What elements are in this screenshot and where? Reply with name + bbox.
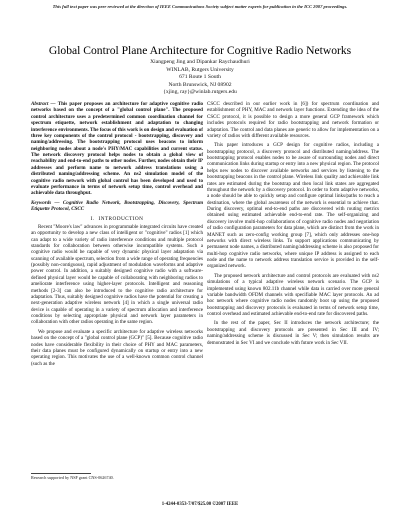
author-block (0, 59, 400, 97)
footnote-divider (31, 473, 91, 474)
right-paragraph-1: CSCC described in our earlier work in [6]) for spectrum coordination and establishment of PHY, MAC and network layer functions. Extending the idea of the CSCC protocol, it is possible to design a more general GCP framework which includes protocols required for radio bootstrapping and network formation or adaptation. The control and data planes are generic to allow for implementation on a variety of radios with different available resources. (207, 101, 379, 139)
section-title: INTRODUCTION (98, 216, 144, 223)
right-paragraph-3: The proposed network architecture and control protocols are evaluated with ns2 simulations of a typical adaptive wireless network scenario. The GCP is implemented using known 802.11b channel while data is carried over more general variable bandwidth OFDM channels with specifiable MAC layer protocols. An ad hoc network where cognitive radio nodes randomly boot up using the proposed bootstrapping and discovery protocols is evaluated in terms of network setup time, control overhead and estimated achievable end-to-end rate for discovered paths. (207, 272, 379, 317)
section-numeral: I. (90, 216, 95, 223)
copyright-footer: 1-4244-0353-7/07/$25.00 ©2007 IEEE (161, 502, 239, 507)
author-email: {xjing, ray}@winlab.rutgers.edu (163, 89, 237, 96)
keywords: Keywords — Cognitive Radio Network, Bootstrapping, Discovery, Spectrum Etiquette Protocol, CSCC (31, 199, 203, 212)
footnote: Research supported by NSF grant CNS-0626740. (31, 475, 114, 480)
section-heading-introduction (31, 216, 203, 222)
intro-paragraph-1: Recent "Moore's law" advances in programmable integrated circuits have created an opportunity to develop a new class of intelligent or "cognitive" radios [1] which can adapt to a wide variety of radio interference conditions and multiple protocol standards for collaboration between otherwise incompatible systems. Such a cognitive radio would be capable of very dynamic physical layer adaptation via scanning of available spectrum, selection from a wide range of operating frequencies (possibly non-contiguous), rapid adjustment of modulation waveforms and adaptive power control. In addition, a suitably designed cognitive radio with a software-defined physical layer would be capable of collaborating with neighboring radios to ameliorate interference using higher-layer protocols. Intelligent and reasoning methods [2-3] can also be introduced to the cognitive radio architecture for adaptation. Thus, suitably designed cognitive radios have the potential for creating a next-generation adaptive wireless network [4] in which a single universal radio device is capable of operating in a variety of spectrum allocation and interference conditions by selecting appropriate physical and network layer parameters in collaboration with other radios operating in the same region. (31, 223, 203, 326)
author-names: Xiangpeng Jing and Dipankar Raychaudhuri (150, 59, 250, 65)
abstract (31, 101, 203, 197)
intro-paragraph-2: We propose and evaluate a specific architecture for adaptive wireless networks based on the concept of a "global control plane (GCP)" [5]. Because cognitive radio nodes have considerable flexibility in their choice of PHY and MAC parameters, their data planes must be configured dynamically on startup or entry into a new operating region. This motivates the use of a well-known common control channel (such as the (31, 328, 203, 367)
abstract-text: This paper proposes an architecture for adaptive cognitive radio networks based on the concept of a "global control plane". The proposed control architecture uses a predetermined common coordination channel for spectrum etiquette, network establishment and adaptation to changing interference environments. The focus of this work is on design and evaluation of three key components of the control protocol - bootstrapping, discovery and naming/addressing. The bootstrapping protocol uses beacons to inform neighboring nodes about a node's PHY/MAC capabilities and current status. The network discovery protocol helps nodes to obtain a global view of reachability and end-to-end paths to other nodes. Further, nodes obtain their IP addresses and perform name to network address translations using a distributed naming/addressing scheme. An ns2 simulation model of the cognitive radio network with global control has been developed and used to evaluate performance in terms of network setup time, control overhead and achievable data throughput. (31, 101, 203, 197)
author-affiliation: WINLAB, Rutgers University (166, 66, 234, 73)
right-paragraph-2: This paper introduces a GCP design for cognitive radios, including a bootstrapping protocol, a discovery protocol and distributed naming/address. The bootstrapping protocol enables nodes to be aware of surrounding nodes and direct communication links during startup or entry into a new physical region. The protocol helps new nodes to discover available networks and services by listening to the bootstrapping beacons in the control plane. Wireless link quality and achievable link rates are estimated during the bootstrap and then local link states are aggregated throughout the network by a discovery protocol. In order to form adaptive networks, a node should be able to quickly setup and configure optimal links/paths to reach a destination, where the global awareness of the network is essential to achieve that. During discovery, optimal end-to-end paths are discovered with routing metrics obtained using estimated achievable end-to-end rate. The self-organizing and discovery involve multi-hop collaborations of cognitive radio nodes and negotiation of radio configuration parameters for data plane, which are distinct from the work in MANET such as zero-config working group [7], which only addresses one-hop networks with direct wireless links. To support applications communicating by permanent node names, a distributed naming/addressing scheme is also proposed for multi-hop cognitive radio networks, where unique IP address is assigned to each node and the name to network address translation service is provided in the self-organized network. (207, 142, 379, 270)
abstract-lead: Abstract — (31, 101, 58, 107)
review-notice: This full text paper was peer reviewed at the direction of IEEE Communications Society subject matter experts for publication in the ICC 2007 proceedings. (52, 4, 348, 9)
author-address-line1: 671 Route 1 South (179, 74, 221, 81)
paper-title: Global Control Plane Architecture for Cognitive Radio Networks (48, 44, 352, 57)
right-column (207, 101, 379, 346)
right-paragraph-4: In the rest of the paper, Sec II introduces the network architecture; the bootstrapping and discovery protocols are presented in Sec III and IV; naming/addressing scheme is discussed in Sec V; then simulation results are demonstrated in Sec VI and we conclude with future work in Sec VII. (207, 320, 379, 346)
left-column (31, 101, 203, 367)
author-address-line2: North Brunswick, NJ 08902 (168, 81, 232, 88)
